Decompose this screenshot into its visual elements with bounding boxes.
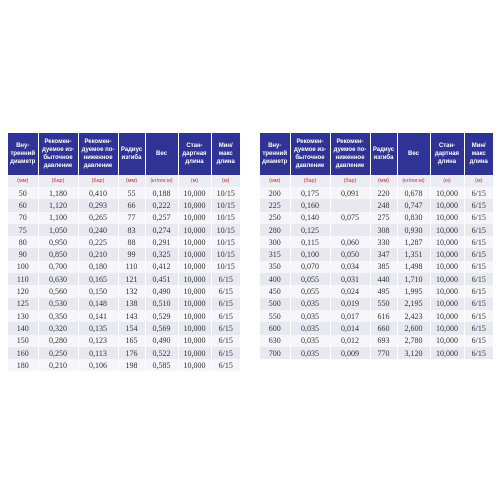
table-cell: 0,180 bbox=[78, 261, 118, 273]
table-cell: 0,175 bbox=[290, 187, 330, 199]
table-row bbox=[260, 273, 493, 285]
table-cell: 200 bbox=[260, 187, 290, 199]
table-cell: 0,510 bbox=[145, 298, 178, 310]
table-cell: 10,000 bbox=[430, 187, 464, 199]
table-cell: 0,141 bbox=[78, 310, 118, 322]
table-cell: 0,700 bbox=[38, 261, 78, 273]
table-cell: 180 bbox=[8, 359, 38, 371]
table-cell: 10,000 bbox=[178, 273, 211, 285]
table-cell: 0,188 bbox=[145, 187, 178, 199]
table-cell: 0,747 bbox=[397, 199, 430, 211]
table-cell: 150 bbox=[8, 335, 38, 347]
table-cell: 275 bbox=[370, 212, 397, 224]
col-header-underpressure: Рекомен-дуемое по-ниженное давление bbox=[78, 133, 118, 175]
table-cell: 350 bbox=[260, 261, 290, 273]
table-cell: 0,070 bbox=[290, 261, 330, 273]
table-cell: 660 bbox=[370, 322, 397, 334]
table-cell: 6/15 bbox=[464, 248, 493, 260]
table-row bbox=[8, 224, 240, 236]
table-row bbox=[8, 212, 240, 224]
table-cell: 495 bbox=[370, 285, 397, 297]
table-row bbox=[260, 248, 493, 260]
table-cell: 0,225 bbox=[78, 236, 118, 248]
table-row bbox=[8, 199, 240, 211]
unit-cell: (мм) bbox=[260, 175, 290, 187]
units-row bbox=[8, 175, 240, 187]
table-cell: 2,195 bbox=[397, 298, 430, 310]
table-cell: 600 bbox=[260, 322, 290, 334]
table-cell: 0,530 bbox=[38, 298, 78, 310]
table-cell: 0,451 bbox=[145, 273, 178, 285]
table-cell: 0,091 bbox=[330, 187, 370, 199]
table-cell: 10/15 bbox=[211, 199, 240, 211]
table-cell: 0,055 bbox=[290, 273, 330, 285]
table-cell: 10,000 bbox=[430, 199, 464, 211]
table-cell: 0,222 bbox=[145, 199, 178, 211]
table-cell: 0,210 bbox=[38, 359, 78, 371]
table-row bbox=[8, 359, 240, 371]
table-cell: 0,274 bbox=[145, 224, 178, 236]
table-row bbox=[260, 224, 493, 236]
table-cell: 130 bbox=[8, 310, 38, 322]
table-cell: 0,350 bbox=[38, 310, 78, 322]
table-cell: 6/15 bbox=[464, 347, 493, 359]
table-cell: 0,009 bbox=[330, 347, 370, 359]
table-cell: 6/15 bbox=[211, 273, 240, 285]
table-cell: 0,140 bbox=[290, 212, 330, 224]
table-cell: 0,035 bbox=[290, 298, 330, 310]
table-cell: 6/15 bbox=[464, 310, 493, 322]
table-row bbox=[260, 310, 493, 322]
table-cell: 0,035 bbox=[290, 322, 330, 334]
table-cell: 0,123 bbox=[78, 335, 118, 347]
table-cell: 500 bbox=[260, 298, 290, 310]
table-cell: 616 bbox=[370, 310, 397, 322]
table-cell: 0,150 bbox=[78, 285, 118, 297]
table-row bbox=[8, 335, 240, 347]
table-cell: 450 bbox=[260, 285, 290, 297]
table-cell: 6/15 bbox=[211, 298, 240, 310]
table-cell: 138 bbox=[118, 298, 145, 310]
table-cell: 80 bbox=[8, 236, 38, 248]
table-cell: 6/15 bbox=[464, 187, 493, 199]
table-cell: 700 bbox=[260, 347, 290, 359]
table-cell: 10,000 bbox=[178, 335, 211, 347]
table-cell: 10,000 bbox=[430, 236, 464, 248]
col-header-inner-diameter: Вну-тренний диаметр bbox=[8, 133, 38, 175]
hose-spec-table-right bbox=[260, 133, 493, 359]
col-header-standard-length: Стан-дартная длина bbox=[178, 133, 211, 175]
table-cell: 6/15 bbox=[464, 199, 493, 211]
table-cell: 0,060 bbox=[330, 236, 370, 248]
col-header-weight: Вес bbox=[145, 133, 178, 175]
table-cell: 10,000 bbox=[178, 224, 211, 236]
table-cell: 90 bbox=[8, 248, 38, 260]
unit-cell: (кг/пог.м) bbox=[397, 175, 430, 187]
table-row bbox=[8, 248, 240, 260]
col-header-weight: Вес bbox=[397, 133, 430, 175]
table-cell: 10,000 bbox=[430, 285, 464, 297]
table-cell: 1,995 bbox=[397, 285, 430, 297]
table-row bbox=[8, 298, 240, 310]
table-cell: 550 bbox=[370, 298, 397, 310]
table-cell: 0,293 bbox=[78, 199, 118, 211]
table-cell: 88 bbox=[118, 236, 145, 248]
table-cell: 6/15 bbox=[464, 298, 493, 310]
table-cell: 0,325 bbox=[145, 248, 178, 260]
table-cell: 1,710 bbox=[397, 273, 430, 285]
hose-spec-table-left bbox=[8, 133, 240, 371]
table-cell: 0,280 bbox=[38, 335, 78, 347]
table-cell: 176 bbox=[118, 347, 145, 359]
table-cell: 0,100 bbox=[290, 248, 330, 260]
table-cell: 10,000 bbox=[178, 199, 211, 211]
table-row bbox=[8, 347, 240, 359]
table-cell: 110 bbox=[118, 261, 145, 273]
table-cell: 10/15 bbox=[211, 187, 240, 199]
table-cell: 10,000 bbox=[430, 310, 464, 322]
table-cell: 0,490 bbox=[145, 335, 178, 347]
table-cell: 125 bbox=[8, 298, 38, 310]
table-cell: 0,240 bbox=[78, 224, 118, 236]
table-cell: 10,000 bbox=[430, 261, 464, 273]
table-cell: 99 bbox=[118, 248, 145, 260]
table-cell: 220 bbox=[370, 187, 397, 199]
table-cell: 2,423 bbox=[397, 310, 430, 322]
table-cell: 1,180 bbox=[38, 187, 78, 199]
table-cell: 2,600 bbox=[397, 322, 430, 334]
table-cell: 10/15 bbox=[211, 261, 240, 273]
table-cell: 0,106 bbox=[78, 359, 118, 371]
table-cell: 770 bbox=[370, 347, 397, 359]
header-row bbox=[8, 133, 240, 175]
table-cell: 0,529 bbox=[145, 310, 178, 322]
table-cell: 60 bbox=[8, 199, 38, 211]
table-cell: 0,115 bbox=[290, 236, 330, 248]
unit-cell: (бар) bbox=[330, 175, 370, 187]
table-cell: 0,012 bbox=[330, 335, 370, 347]
table-cell: 0,034 bbox=[330, 261, 370, 273]
table-cell: 160 bbox=[8, 347, 38, 359]
table-cell: 0,014 bbox=[330, 322, 370, 334]
col-header-min-max-length: Мин/ макс длина bbox=[211, 133, 240, 175]
table-cell: 0,135 bbox=[78, 322, 118, 334]
col-header-bend-radius: Радиус изгиба bbox=[118, 133, 145, 175]
table-cell bbox=[330, 224, 370, 236]
table-cell: 250 bbox=[260, 212, 290, 224]
table-cell: 1,351 bbox=[397, 248, 430, 260]
table-row bbox=[8, 236, 240, 248]
table-cell: 330 bbox=[370, 236, 397, 248]
table-cell: 3,120 bbox=[397, 347, 430, 359]
table-cell: 0,035 bbox=[290, 310, 330, 322]
table-cell: 10/15 bbox=[211, 224, 240, 236]
unit-cell: (м) bbox=[430, 175, 464, 187]
col-header-underpressure: Рекомен-дуемое по-ниженное давление bbox=[330, 133, 370, 175]
col-header-bend-radius: Радиус изгиба bbox=[370, 133, 397, 175]
unit-cell: (бар) bbox=[78, 175, 118, 187]
table-cell: 300 bbox=[260, 236, 290, 248]
unit-cell: (м) bbox=[211, 175, 240, 187]
table-row bbox=[260, 187, 493, 199]
table-row bbox=[260, 285, 493, 297]
table-row bbox=[260, 322, 493, 334]
table-cell: 0,050 bbox=[330, 248, 370, 260]
units-row bbox=[260, 175, 493, 187]
col-header-inner-diameter: Вну-тренний диаметр bbox=[260, 133, 290, 175]
table-cell: 0,950 bbox=[38, 236, 78, 248]
table-cell: 0,113 bbox=[78, 347, 118, 359]
table-cell: 6/15 bbox=[464, 285, 493, 297]
table-row bbox=[260, 236, 493, 248]
header-row bbox=[260, 133, 493, 175]
table-row bbox=[260, 199, 493, 211]
table-cell: 10,000 bbox=[430, 298, 464, 310]
table-cell: 0,257 bbox=[145, 212, 178, 224]
table-cell: 0,031 bbox=[330, 273, 370, 285]
table-cell: 83 bbox=[118, 224, 145, 236]
table-cell: 10,000 bbox=[430, 224, 464, 236]
table-cell: 10,000 bbox=[430, 248, 464, 260]
table-cell: 77 bbox=[118, 212, 145, 224]
table-cell: 1,498 bbox=[397, 261, 430, 273]
table-cell: 1,100 bbox=[38, 212, 78, 224]
table-cell: 6/15 bbox=[464, 236, 493, 248]
table-cell: 66 bbox=[118, 199, 145, 211]
table-cell: 70 bbox=[8, 212, 38, 224]
table-cell: 165 bbox=[118, 335, 145, 347]
table-cell: 0,210 bbox=[78, 248, 118, 260]
table-cell: 10,000 bbox=[178, 347, 211, 359]
table-cell: 132 bbox=[118, 285, 145, 297]
table-cell: 6/15 bbox=[464, 224, 493, 236]
table-cell: 0,320 bbox=[38, 322, 78, 334]
table-body bbox=[8, 187, 240, 371]
table-cell: 0,160 bbox=[290, 199, 330, 211]
table-cell: 400 bbox=[260, 273, 290, 285]
table-cell: 10,000 bbox=[178, 359, 211, 371]
table-cell: 0,075 bbox=[330, 212, 370, 224]
table-cell: 10,000 bbox=[178, 236, 211, 248]
table-row bbox=[8, 285, 240, 297]
table-cell: 0,560 bbox=[38, 285, 78, 297]
table-cell: 0,265 bbox=[78, 212, 118, 224]
table-cell: 10,000 bbox=[430, 273, 464, 285]
unit-cell: (мм) bbox=[118, 175, 145, 187]
table-cell: 0,522 bbox=[145, 347, 178, 359]
table-cell: 110 bbox=[8, 273, 38, 285]
table-cell: 10/15 bbox=[211, 212, 240, 224]
table-cell: 10,000 bbox=[430, 212, 464, 224]
table-cell: 6/15 bbox=[464, 322, 493, 334]
table-cell: 0,569 bbox=[145, 322, 178, 334]
table-cell: 140 bbox=[8, 322, 38, 334]
table-cell: 0,024 bbox=[330, 285, 370, 297]
unit-cell: (м) bbox=[464, 175, 493, 187]
table-cell: 0,585 bbox=[145, 359, 178, 371]
table-cell: 0,830 bbox=[397, 212, 430, 224]
table-cell: 6/15 bbox=[211, 322, 240, 334]
table-cell: 10,000 bbox=[178, 310, 211, 322]
table-cell: 225 bbox=[260, 199, 290, 211]
table-cell: 308 bbox=[370, 224, 397, 236]
table-cell: 10,000 bbox=[430, 347, 464, 359]
table-cell: 6/15 bbox=[464, 273, 493, 285]
table-cell: 10,000 bbox=[178, 298, 211, 310]
table-cell: 0,165 bbox=[78, 273, 118, 285]
table-cell: 0,055 bbox=[290, 285, 330, 297]
table-row bbox=[260, 335, 493, 347]
table-cell: 0,291 bbox=[145, 236, 178, 248]
table-cell: 1,050 bbox=[38, 224, 78, 236]
table-cell: 121 bbox=[118, 273, 145, 285]
table-cell: 100 bbox=[8, 261, 38, 273]
unit-cell: (кг/пог.м) bbox=[145, 175, 178, 187]
table-cell: 10,000 bbox=[430, 335, 464, 347]
table-cell: 6/15 bbox=[211, 347, 240, 359]
table-row bbox=[260, 347, 493, 359]
table-cell: 693 bbox=[370, 335, 397, 347]
table-row bbox=[8, 261, 240, 273]
table-cell: 385 bbox=[370, 261, 397, 273]
table-cell: 440 bbox=[370, 273, 397, 285]
table-row bbox=[8, 310, 240, 322]
table-cell: 10,000 bbox=[178, 187, 211, 199]
table-cell: 6/15 bbox=[211, 335, 240, 347]
table-cell: 0,035 bbox=[290, 335, 330, 347]
table-cell: 280 bbox=[260, 224, 290, 236]
table-cell: 6/15 bbox=[464, 212, 493, 224]
table-cell: 10/15 bbox=[211, 236, 240, 248]
table-cell: 6/15 bbox=[211, 285, 240, 297]
col-header-overpressure: Рекомен-дуемое из-быточное давление bbox=[290, 133, 330, 175]
table-cell: 10,000 bbox=[430, 322, 464, 334]
table-cell: 630 bbox=[260, 335, 290, 347]
table-cell: 0,412 bbox=[145, 261, 178, 273]
unit-cell: (бар) bbox=[38, 175, 78, 187]
unit-cell: (м) bbox=[178, 175, 211, 187]
table-row bbox=[8, 187, 240, 199]
unit-cell: (бар) bbox=[290, 175, 330, 187]
col-header-overpressure: Рекомен-дуемое из-быточное давление bbox=[38, 133, 78, 175]
table-cell: 0,148 bbox=[78, 298, 118, 310]
table-cell: 550 bbox=[260, 310, 290, 322]
table-cell: 6/15 bbox=[464, 261, 493, 273]
table-cell: 120 bbox=[8, 285, 38, 297]
table-cell: 10,000 bbox=[178, 285, 211, 297]
table-cell: 0,410 bbox=[78, 187, 118, 199]
table-cell: 10,000 bbox=[178, 261, 211, 273]
table-row bbox=[260, 212, 493, 224]
table-cell: 6/15 bbox=[211, 359, 240, 371]
table-cell: 0,035 bbox=[290, 347, 330, 359]
table-body bbox=[260, 187, 493, 359]
table-cell: 347 bbox=[370, 248, 397, 260]
table-cell: 1,287 bbox=[397, 236, 430, 248]
table-cell: 75 bbox=[8, 224, 38, 236]
table-cell: 10/15 bbox=[211, 248, 240, 260]
table-cell: 0,850 bbox=[38, 248, 78, 260]
table-cell: 2,780 bbox=[397, 335, 430, 347]
table-row bbox=[8, 322, 240, 334]
table-cell: 10,000 bbox=[178, 212, 211, 224]
table-cell: 0,017 bbox=[330, 310, 370, 322]
table-row bbox=[8, 273, 240, 285]
table-cell: 248 bbox=[370, 199, 397, 211]
table-cell: 50 bbox=[8, 187, 38, 199]
table-cell: 0,490 bbox=[145, 285, 178, 297]
table-cell: 0,125 bbox=[290, 224, 330, 236]
unit-cell: (мм) bbox=[370, 175, 397, 187]
table-cell: 55 bbox=[118, 187, 145, 199]
table-row bbox=[260, 298, 493, 310]
unit-cell: (мм) bbox=[8, 175, 38, 187]
table-cell: 315 bbox=[260, 248, 290, 260]
col-header-standard-length: Стан-дартная длина bbox=[430, 133, 464, 175]
table-cell: 0,019 bbox=[330, 298, 370, 310]
table-cell: 6/15 bbox=[211, 310, 240, 322]
table-cell: 0,630 bbox=[38, 273, 78, 285]
table-cell: 198 bbox=[118, 359, 145, 371]
table-cell: 10,000 bbox=[178, 322, 211, 334]
table-cell: 1,120 bbox=[38, 199, 78, 211]
table-cell: 10,000 bbox=[178, 248, 211, 260]
table-cell bbox=[330, 199, 370, 211]
table-cell: 6/15 bbox=[464, 335, 493, 347]
table-cell: 0,930 bbox=[397, 224, 430, 236]
table-cell: 0,678 bbox=[397, 187, 430, 199]
table-cell: 154 bbox=[118, 322, 145, 334]
table-row bbox=[260, 261, 493, 273]
col-header-min-max-length: Мин/ макс длина bbox=[464, 133, 493, 175]
table-cell: 143 bbox=[118, 310, 145, 322]
table-cell: 0,250 bbox=[38, 347, 78, 359]
